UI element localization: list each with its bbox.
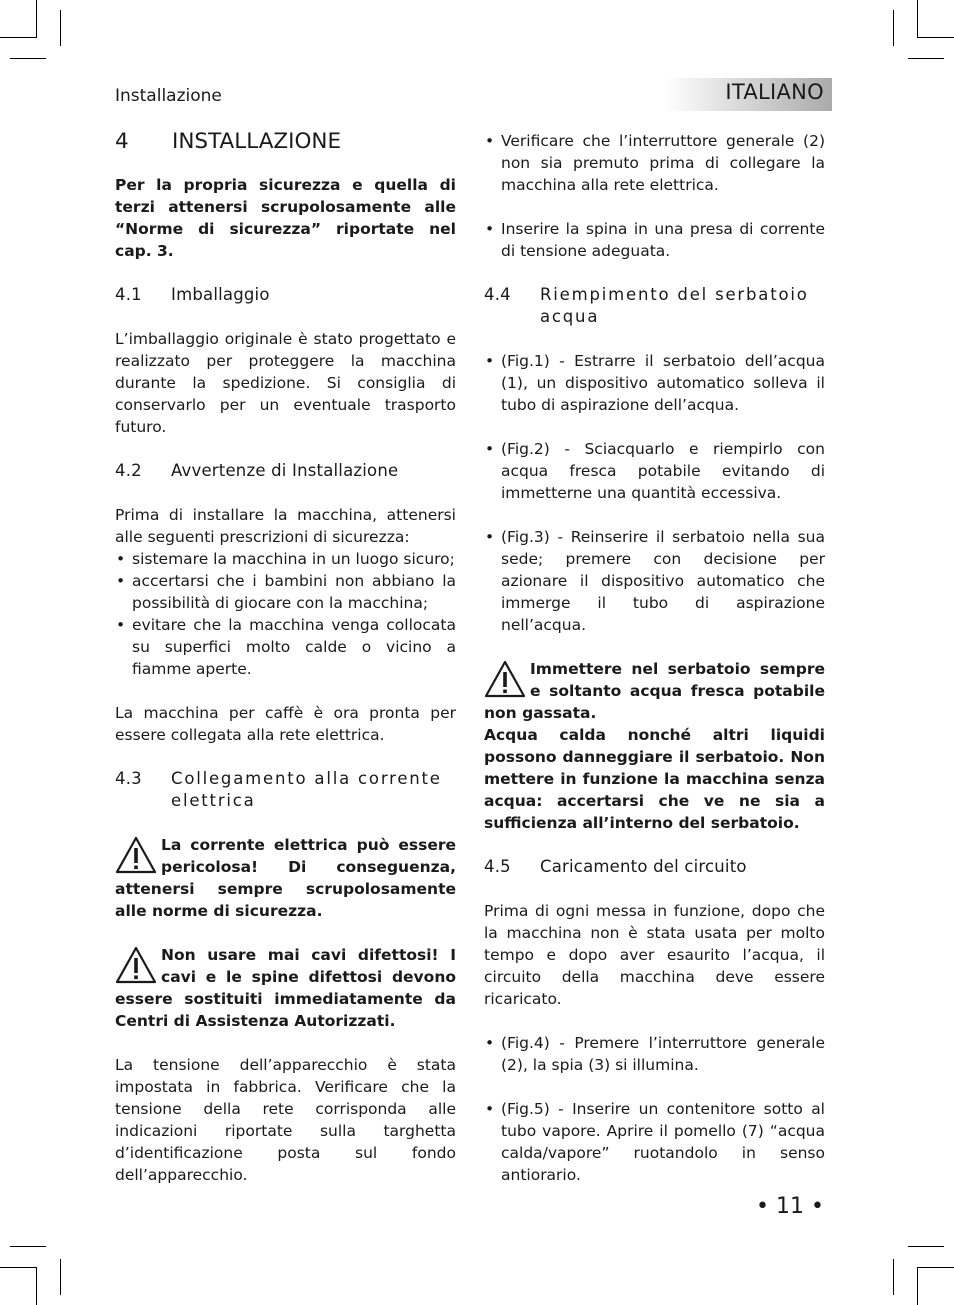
warning-electric bbox=[115, 834, 456, 922]
section-title: Collegamento alla corrente elettrica bbox=[171, 769, 442, 810]
bullet-text: Inserire un contenitore sotto al tubo vapore. Aprire il pomello (7) “acqua calda/vapore” ruotandolo in senso antiorario. bbox=[501, 1100, 825, 1184]
crop-mark bbox=[893, 1259, 894, 1295]
section-heading-4-5 bbox=[484, 856, 825, 878]
bullet-dot: • bbox=[485, 132, 495, 150]
crop-mark bbox=[36, 0, 37, 38]
section-title: Caricamento del circuito bbox=[540, 857, 747, 876]
figure-ref: (Fig.3) - bbox=[501, 528, 564, 546]
warning-triangle-icon bbox=[115, 836, 157, 874]
warning-triangle-icon bbox=[484, 660, 526, 698]
section-heading-4-1 bbox=[115, 284, 456, 306]
section-number: 4.5 bbox=[484, 857, 511, 876]
section-heading-4-2 bbox=[115, 460, 456, 482]
circuit-text: Prima di ogni messa in funzione, dopo che la macchina non è stata usata per molto tempo e dopo aver esaurito l’acqua, il circuito della macchina deve essere ricaricato. bbox=[484, 902, 825, 1008]
list-item bbox=[484, 1032, 825, 1076]
installation-bullets bbox=[115, 548, 456, 680]
section-number: 4.4 bbox=[484, 285, 511, 304]
section-title: Riempimento del serbatoio acqua bbox=[540, 285, 809, 326]
warning-triangle-icon bbox=[115, 946, 157, 984]
crop-mark bbox=[0, 1267, 37, 1268]
figure-ref: (Fig.4) - bbox=[501, 1034, 565, 1052]
crop-mark bbox=[908, 1246, 944, 1247]
bullet-text: Reinserire il serbatoio nella sua sede; premere con decisione per azionare il dispositivo automatico che immerge il tubo di aspirazione nell’acqua. bbox=[501, 528, 825, 634]
bullet-dot: • bbox=[485, 352, 495, 370]
figure-ref: (Fig.5) - bbox=[501, 1100, 564, 1118]
crop-mark bbox=[36, 1267, 37, 1305]
crop-mark bbox=[917, 1267, 918, 1305]
bullet-text: Premere l’interruttore generale (2), la spia (3) si illumina. bbox=[501, 1034, 825, 1074]
installation-outro: La macchina per caffè è ora pronta per essere collegata alla rete elettrica. bbox=[115, 704, 456, 744]
right-column bbox=[484, 130, 825, 1208]
left-column bbox=[115, 128, 456, 1208]
bullet-dot: • bbox=[485, 220, 495, 238]
list-item bbox=[484, 350, 825, 416]
warning-text: Immettere nel serbatoio sempre e soltanto acqua fresca potabile non gassata. bbox=[484, 660, 825, 722]
section-title: Imballaggio bbox=[171, 285, 270, 304]
crop-mark bbox=[60, 10, 61, 46]
crop-mark bbox=[10, 58, 46, 59]
warning-cables bbox=[115, 944, 456, 1032]
crop-mark bbox=[10, 1246, 46, 1247]
section-number: 4.1 bbox=[115, 285, 142, 304]
bullet-text: Sciacquarlo e riempirlo con acqua fresca potabile evitando di immetterne una quantità eccessiva. bbox=[501, 440, 825, 502]
crop-mark bbox=[893, 10, 894, 46]
bullet-text: Estrarre il serbatoio dell’acqua (1), un dispositivo automatico solleva il tubo di aspirazione dell’acqua. bbox=[501, 352, 825, 414]
list-item bbox=[484, 218, 825, 262]
crop-mark bbox=[917, 1267, 954, 1268]
warning-text: Non usare mai cavi difettosi! I cavi e le spine difettosi devono essere sostituiti immediatamente da Centri di Assistenza Autorizzati. bbox=[115, 946, 456, 1030]
crop-mark bbox=[908, 58, 944, 59]
list-item: • sistemare la macchina in un luogo sicuro; bbox=[115, 548, 456, 570]
section-title: Avvertenze di Installazione bbox=[171, 461, 399, 480]
crop-mark bbox=[917, 37, 954, 38]
warning-water bbox=[484, 658, 825, 834]
crop-mark bbox=[60, 1259, 61, 1295]
warning-text: Acqua calda nonché altri liquidi possono danneggiare il serbatoio. Non mettere in funzione la macchina senza acqua: accertarsi che ve ne sia a sufficienza all’interno del serbatoio. bbox=[484, 726, 825, 832]
section-heading-4-3 bbox=[115, 768, 456, 812]
bullet-dot: • bbox=[485, 1034, 495, 1052]
list-item bbox=[484, 130, 825, 196]
list-item bbox=[484, 438, 825, 504]
crop-mark bbox=[0, 37, 37, 38]
section-number: 4.3 bbox=[115, 769, 142, 788]
section-number: 4.2 bbox=[115, 461, 142, 480]
list-item bbox=[484, 1098, 825, 1186]
packaging-text: L’imballaggio originale è stato progettato e realizzato per proteggere la macchina durante la spedizione. Si consiglia di conservarlo per un eventuale trasporto futuro. bbox=[115, 330, 456, 436]
crop-mark bbox=[917, 0, 918, 38]
chapter-title: INSTALLAZIONE bbox=[172, 129, 342, 154]
list-item: • accertarsi che i bambini non abbiano la possibilità di giocare con la macchina; bbox=[115, 570, 456, 614]
language-tab bbox=[664, 78, 832, 111]
installation-intro: Prima di installare la macchina, attenersi alle seguenti prescrizioni di sicurezza: bbox=[115, 506, 456, 546]
list-item bbox=[484, 526, 825, 636]
bullet-text: Inserire la spina in una presa di corrente di tensione adeguata. bbox=[501, 220, 825, 260]
chapter-number: 4 bbox=[115, 129, 129, 154]
warning-text: La corrente elettrica può essere pericolosa! Di conseguenza, attenersi sempre scrupolosamente alle norme di sicurezza. bbox=[115, 836, 456, 920]
bullet-text: Verificare che l’interruttore generale (2) non sia premuto prima di collegare la macchina alla rete elettrica. bbox=[501, 132, 825, 194]
chapter-heading bbox=[115, 128, 456, 156]
bullet-dot: • bbox=[485, 528, 495, 546]
safety-intro: Per la propria sicurezza e quella di terzi attenersi scrupolosamente alle “Norme di sicurezza” riportate nel cap. 3. bbox=[115, 176, 456, 260]
voltage-text: La tensione dell’apparecchio è stata impostata in fabbrica. Verificare che la tensione della rete corrisponda alle indicazioni riportate sulla targhetta d’identificazione posta sul fondo dell’apparecchio. bbox=[115, 1056, 456, 1184]
list-item: • evitare che la macchina venga collocata su superfici molto calde o vicino a fiamme aperte. bbox=[115, 614, 456, 680]
figure-ref: (Fig.1) - bbox=[501, 352, 565, 370]
bullet-dot: • bbox=[485, 1100, 495, 1118]
running-header: Installazione bbox=[115, 86, 222, 106]
language-label: ITALIANO bbox=[725, 80, 824, 104]
figure-ref: (Fig.2) - bbox=[501, 440, 570, 458]
page-number: • 11 • bbox=[756, 1194, 824, 1219]
bullet-dot: • bbox=[485, 440, 495, 458]
section-heading-4-4 bbox=[484, 284, 825, 328]
